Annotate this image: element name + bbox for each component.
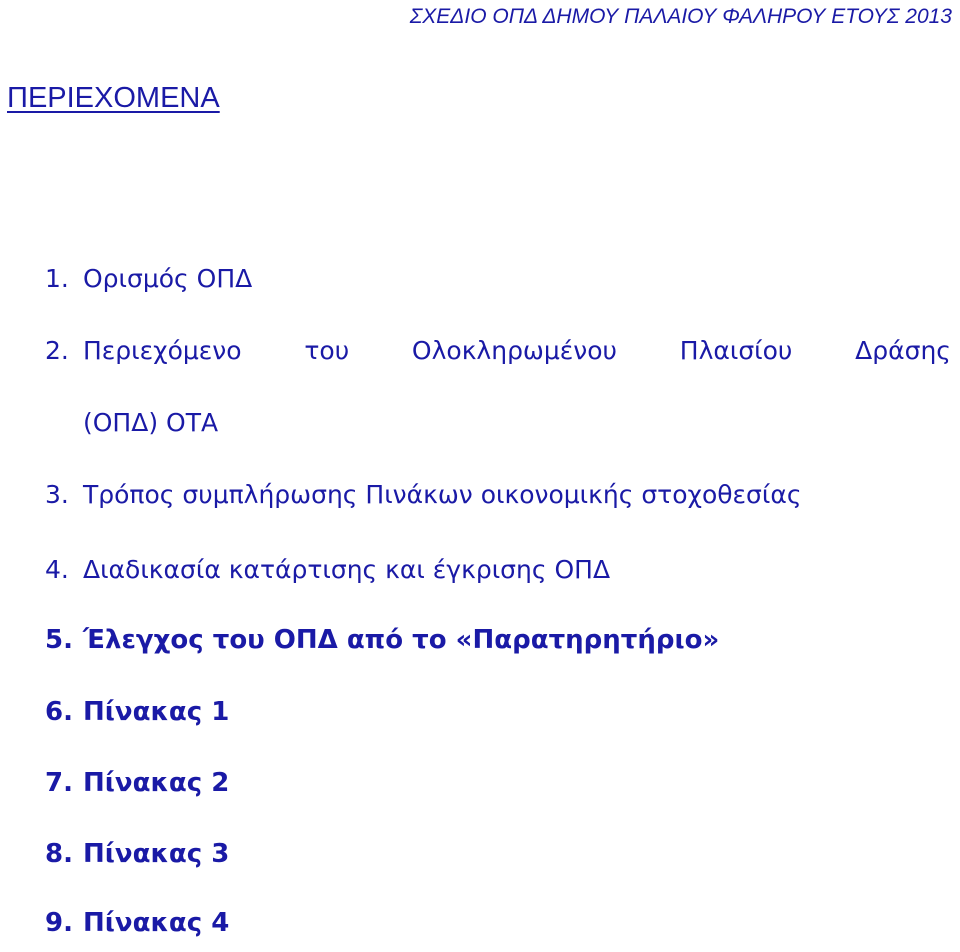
document-header: ΣΧΕΔΙΟ ΟΠΔ ΔΗΜΟΥ ΠΑΛΑΙΟΥ ΦΑΛΗΡΟΥ ΕΤΟΥΣ 2013	[409, 5, 952, 28]
toc-item-word: Ολοκληρωμένου	[411, 336, 618, 365]
toc-item-3[interactable]	[45, 480, 802, 509]
toc-item-text: Πίνακας 3	[83, 839, 230, 869]
toc-item-2-continuation: (ΟΠΔ) ΟΤΑ	[83, 408, 219, 437]
toc-item-text: Πίνακας 4	[83, 908, 230, 938]
toc-item-text: Ορισμός ΟΠΔ	[83, 264, 253, 293]
toc-item-number: 4.	[45, 555, 69, 584]
toc-item-word: Δράσης	[855, 336, 951, 365]
toc-item-1[interactable]	[45, 264, 252, 293]
toc-item-number: 8.	[45, 839, 73, 869]
toc-item-text: Πίνακας 1	[83, 697, 230, 727]
toc-title: ΠΕΡΙΕΧΟΜΕΝΑ	[7, 82, 220, 114]
toc-item-number: 1.	[45, 264, 69, 293]
toc-item-6[interactable]	[45, 697, 229, 727]
toc-item-2[interactable]	[45, 336, 951, 365]
toc-item-9[interactable]	[45, 908, 229, 938]
toc-item-number: 6.	[45, 697, 73, 727]
toc-item-number: 2.	[45, 336, 69, 365]
toc-item-text: Τρόπος συμπλήρωσης Πινάκων οικονομικής στοχοθεσίας	[83, 480, 802, 509]
toc-item-number: 3.	[45, 480, 69, 509]
toc-item-word: Πλαισίου	[679, 336, 793, 365]
toc-item-text: Διαδικασία κατάρτισης και έγκρισης ΟΠΔ	[83, 555, 611, 584]
toc-item-text: Έλεγχος του ΟΠΔ από το «Παρατηρητήριο»	[83, 625, 720, 655]
toc-item-4[interactable]	[45, 555, 610, 584]
toc-item-5[interactable]	[45, 625, 719, 655]
toc-item-8[interactable]	[45, 839, 229, 869]
toc-item-word: του	[304, 336, 350, 365]
toc-item-text: Πίνακας 2	[83, 768, 230, 798]
toc-item-number: 7.	[45, 768, 73, 798]
toc-item-number: 5.	[45, 625, 73, 655]
toc-item-number: 9.	[45, 908, 73, 938]
toc-item-7[interactable]	[45, 768, 229, 798]
toc-item-number-and-word	[45, 336, 242, 365]
toc-item-word: Περιεχόμενο	[83, 336, 242, 365]
